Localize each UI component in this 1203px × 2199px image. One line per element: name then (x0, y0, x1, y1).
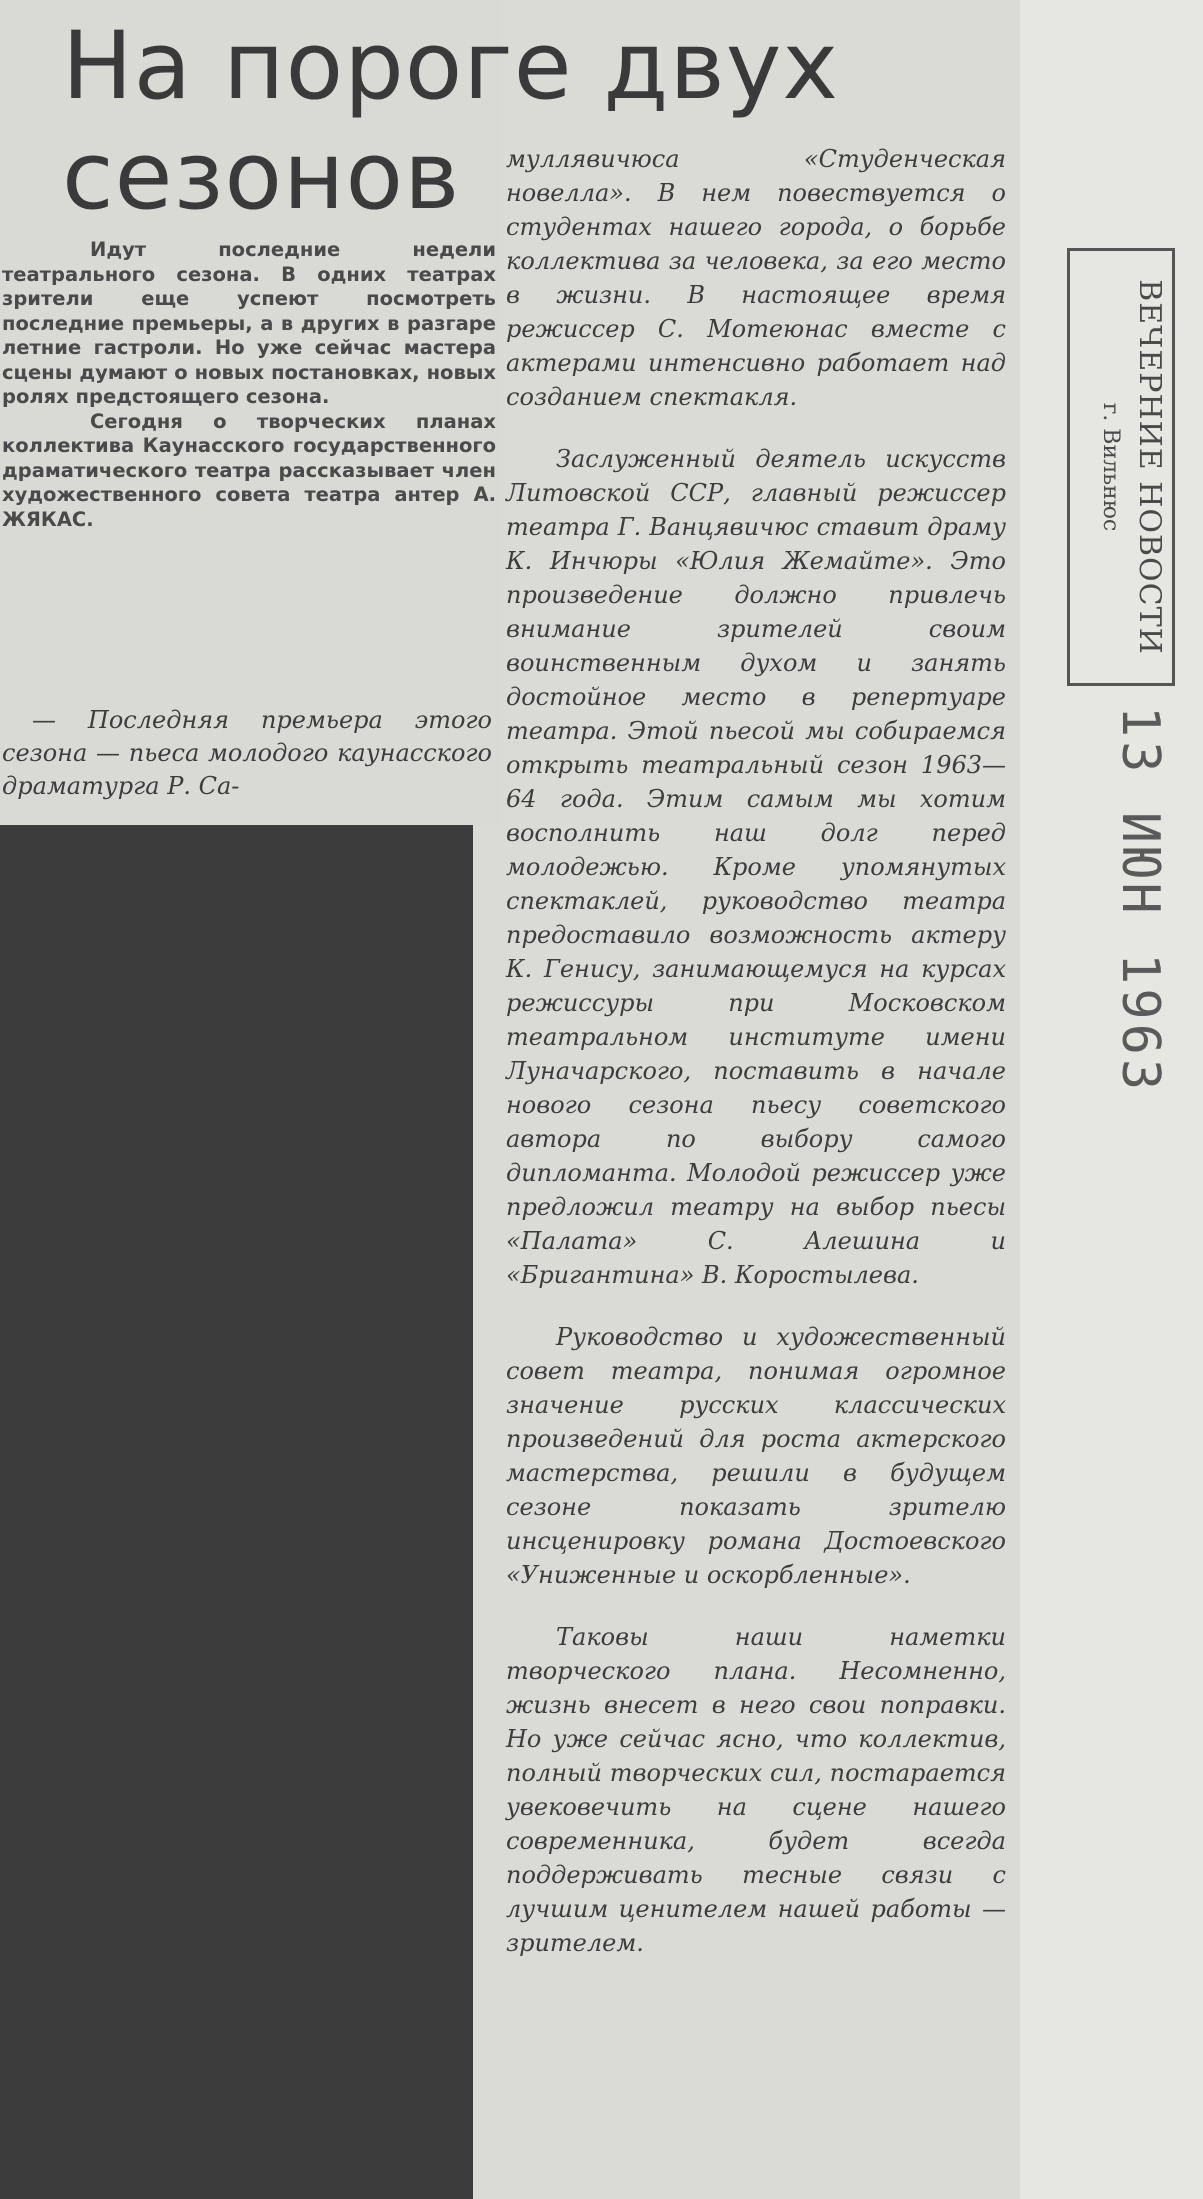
body-right-paragraph-2: Заслуженный деятель искусств Литовской ССР, главный режиссер театра Г. Ванцявичюс ставит драму К. Инчюры «Юлия Жемайте». Это произведение должно привлечь внимание зрителей своим воинственным духом и занять достойное место в репертуаре театра. Этой пьесой мы собираемся открыть театральный сезон 1963—64 года. Этим самым мы хотим восполнить наш долг перед молодежью. Кроме упомянутых спектаклей, руководство театра предоставило возможность актеру К. Генису, занимающемуся на курсах режиссуры при Московском театральном институте имени Луначарского, поставить в начале нового сезона пьесу советского автора по выбору самого дипломанта. Молодой режиссер уже предложил театру на выбор пьесы «Палата» С. Алешина и «Бригантина» В. Коростылева. (506, 445, 1006, 1289)
intro-paragraph-1: Идут последние недели театрального сезона. В одних театрах зрители еще успеют посмотреть последние премьеры, а в других в разгаре летние гастроли. Но уже сейчас мастера сцены думают о новых постановках, новых ролях предстоящего сезона. (2, 238, 496, 408)
body-right-paragraph-4: Таковы наши наметки творческого плана. Несомненно, жизнь внесет в него свои поправки. Но уже сейчас ясно, что коллектив, полный творческих сил, постарается увековечить на сцене нашего современника, будет всегда поддерживать тесные связи с лучшим ценителем нашей работы — зрителем. (506, 1623, 1006, 1957)
newspaper-name: ВЕЧЕРНИЕ НОВОСТИ (1132, 279, 1167, 655)
body-left-paragraph: — Последняя премьера этого сезона — пьеса молодого каунасского драматурга Р. Са- (2, 706, 492, 800)
article-body-left-column (2, 704, 492, 803)
dark-background-area (0, 825, 473, 2199)
author-name: А. ЖЯКАС. (2, 483, 496, 531)
intro-paragraph-2-text: Сегодня о творческих планах коллектива Каунасского государственного драматического театра рассказывает член художественного совета театра антер (2, 409, 496, 506)
intro-paragraph-2 (2, 410, 496, 533)
newspaper-city: г. Вильнюс (1098, 402, 1123, 532)
article-body-right-column (506, 142, 1006, 1988)
article-title-line1: На пороге двух (62, 12, 840, 121)
body-right-paragraph-3: Руководство и художественный совет театра, понимая огромное значение русских классических произведений для роста актерского мастерства, решили в будущем сезоне показать зрителю инсценировку романа Достоевского «Униженные и оскорбленные». (506, 1323, 1006, 1589)
article-title-line2: сезонов (62, 122, 461, 231)
date-stamp: 13 ИЮН 1963 (1110, 705, 1170, 1095)
article-intro (2, 238, 496, 532)
body-right-paragraph-1: муллявичюса «Студенческая новелла». В нем повествуется о студентах нашего города, о борьбе коллектива за человека, за его место в жизни. В настоящее время режиссер С. Мотеюнас вместе с актерами интенсивно работает над созданием спектакля. (506, 145, 1006, 411)
